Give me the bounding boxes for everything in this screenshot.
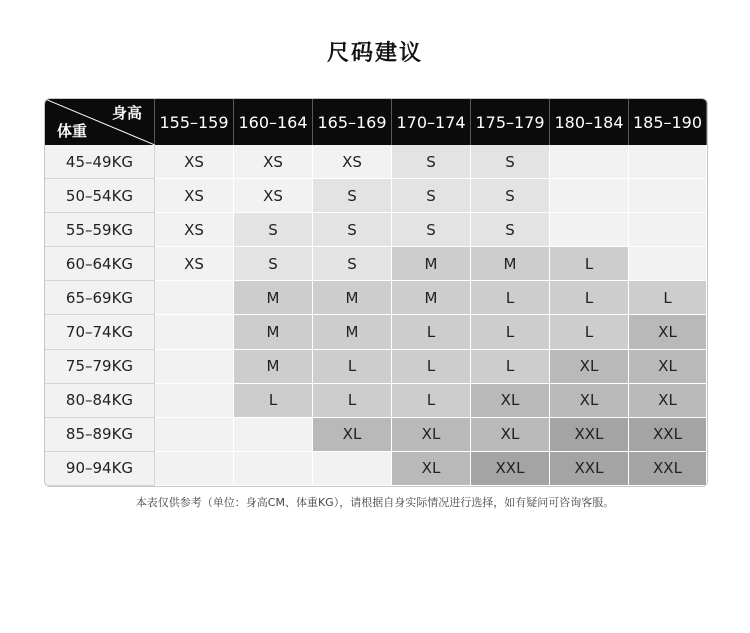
size-cell: M (234, 350, 313, 384)
size-cell (155, 418, 234, 452)
size-cell: XL (550, 384, 629, 418)
size-cell: S (313, 213, 392, 247)
size-cell: L (313, 350, 392, 384)
size-cell: XL (629, 350, 707, 384)
height-column-header: 160–164 (234, 99, 313, 145)
size-cell: S (313, 179, 392, 213)
size-cell: L (392, 384, 471, 418)
size-cell: S (234, 213, 313, 247)
size-cell: S (392, 213, 471, 247)
size-cell (629, 247, 707, 281)
size-cell: L (629, 281, 707, 315)
size-cell: XL (471, 384, 550, 418)
size-cell: L (550, 281, 629, 315)
size-cell: M (313, 281, 392, 315)
page-title: 尺码建议 (326, 41, 423, 66)
size-cell: XS (234, 179, 313, 213)
size-cell: M (234, 281, 313, 315)
height-column-header: 185–190 (629, 99, 707, 145)
size-cell: XL (629, 315, 707, 349)
size-cell: M (392, 281, 471, 315)
size-cell: XXL (471, 452, 550, 486)
size-cell (629, 179, 707, 213)
size-cell: S (471, 145, 550, 179)
size-cell: S (234, 247, 313, 281)
size-cell: M (234, 315, 313, 349)
height-column-header: 155–159 (155, 99, 234, 145)
size-cell: M (471, 247, 550, 281)
size-cell: XL (471, 418, 550, 452)
size-cell: XL (550, 350, 629, 384)
size-cell: XXL (550, 452, 629, 486)
weight-row-header: 50–54KG (45, 179, 155, 213)
height-column-header: 170–174 (392, 99, 471, 145)
size-cell: L (392, 315, 471, 349)
size-cell: S (392, 145, 471, 179)
size-cell: XL (313, 418, 392, 452)
weight-row-header: 80–84KG (45, 384, 155, 418)
height-axis-label: 身高 (111, 104, 142, 122)
size-cell (313, 452, 392, 486)
size-cell: XS (155, 179, 234, 213)
weight-row-header: 70–74KG (45, 315, 155, 349)
size-cell: L (392, 350, 471, 384)
size-cell: L (234, 384, 313, 418)
size-cell (234, 418, 313, 452)
size-cell: S (392, 179, 471, 213)
size-cell (629, 213, 707, 247)
weight-row-header: 85–89KG (45, 418, 155, 452)
size-cell: L (471, 281, 550, 315)
height-column-header: 165–169 (313, 99, 392, 145)
size-cell: XL (629, 384, 707, 418)
size-cell: XS (313, 145, 392, 179)
size-cell (155, 281, 234, 315)
size-cell: XL (392, 452, 471, 486)
weight-axis-label: 体重 (57, 122, 88, 140)
size-cell: L (550, 315, 629, 349)
size-cell (550, 179, 629, 213)
size-cell (155, 384, 234, 418)
size-cell: S (471, 179, 550, 213)
table-corner-header (45, 99, 155, 145)
weight-row-header: 55–59KG (45, 213, 155, 247)
size-table (44, 98, 708, 487)
footnote: 本表仅供参考（单位：身高CM、体重KG），请根据自身实际情况进行选择，如有疑问可咨询客服。 (135, 496, 615, 509)
size-cell: XS (155, 145, 234, 179)
size-cell (550, 145, 629, 179)
height-column-header: 180–184 (550, 99, 629, 145)
size-cell: XS (155, 213, 234, 247)
size-cell: S (313, 247, 392, 281)
weight-row-header: 90–94KG (45, 452, 155, 486)
weight-row-header: 65–69KG (45, 281, 155, 315)
size-cell: L (313, 384, 392, 418)
size-cell: S (471, 213, 550, 247)
size-cell: L (550, 247, 629, 281)
size-cell: XS (234, 145, 313, 179)
size-cell (155, 350, 234, 384)
size-cell (629, 145, 707, 179)
size-cell: XXL (629, 452, 707, 486)
weight-row-header: 75–79KG (45, 350, 155, 384)
size-cell: M (313, 315, 392, 349)
size-cell: XL (392, 418, 471, 452)
height-column-header: 175–179 (471, 99, 550, 145)
size-cell: XXL (629, 418, 707, 452)
size-cell: L (471, 315, 550, 349)
size-cell (550, 213, 629, 247)
size-cell: L (471, 350, 550, 384)
size-cell: XS (155, 247, 234, 281)
size-cell (234, 452, 313, 486)
size-cell: M (392, 247, 471, 281)
weight-row-header: 45–49KG (45, 145, 155, 179)
weight-row-header: 60–64KG (45, 247, 155, 281)
size-cell (155, 452, 234, 486)
size-cell: XXL (550, 418, 629, 452)
size-cell (155, 315, 234, 349)
